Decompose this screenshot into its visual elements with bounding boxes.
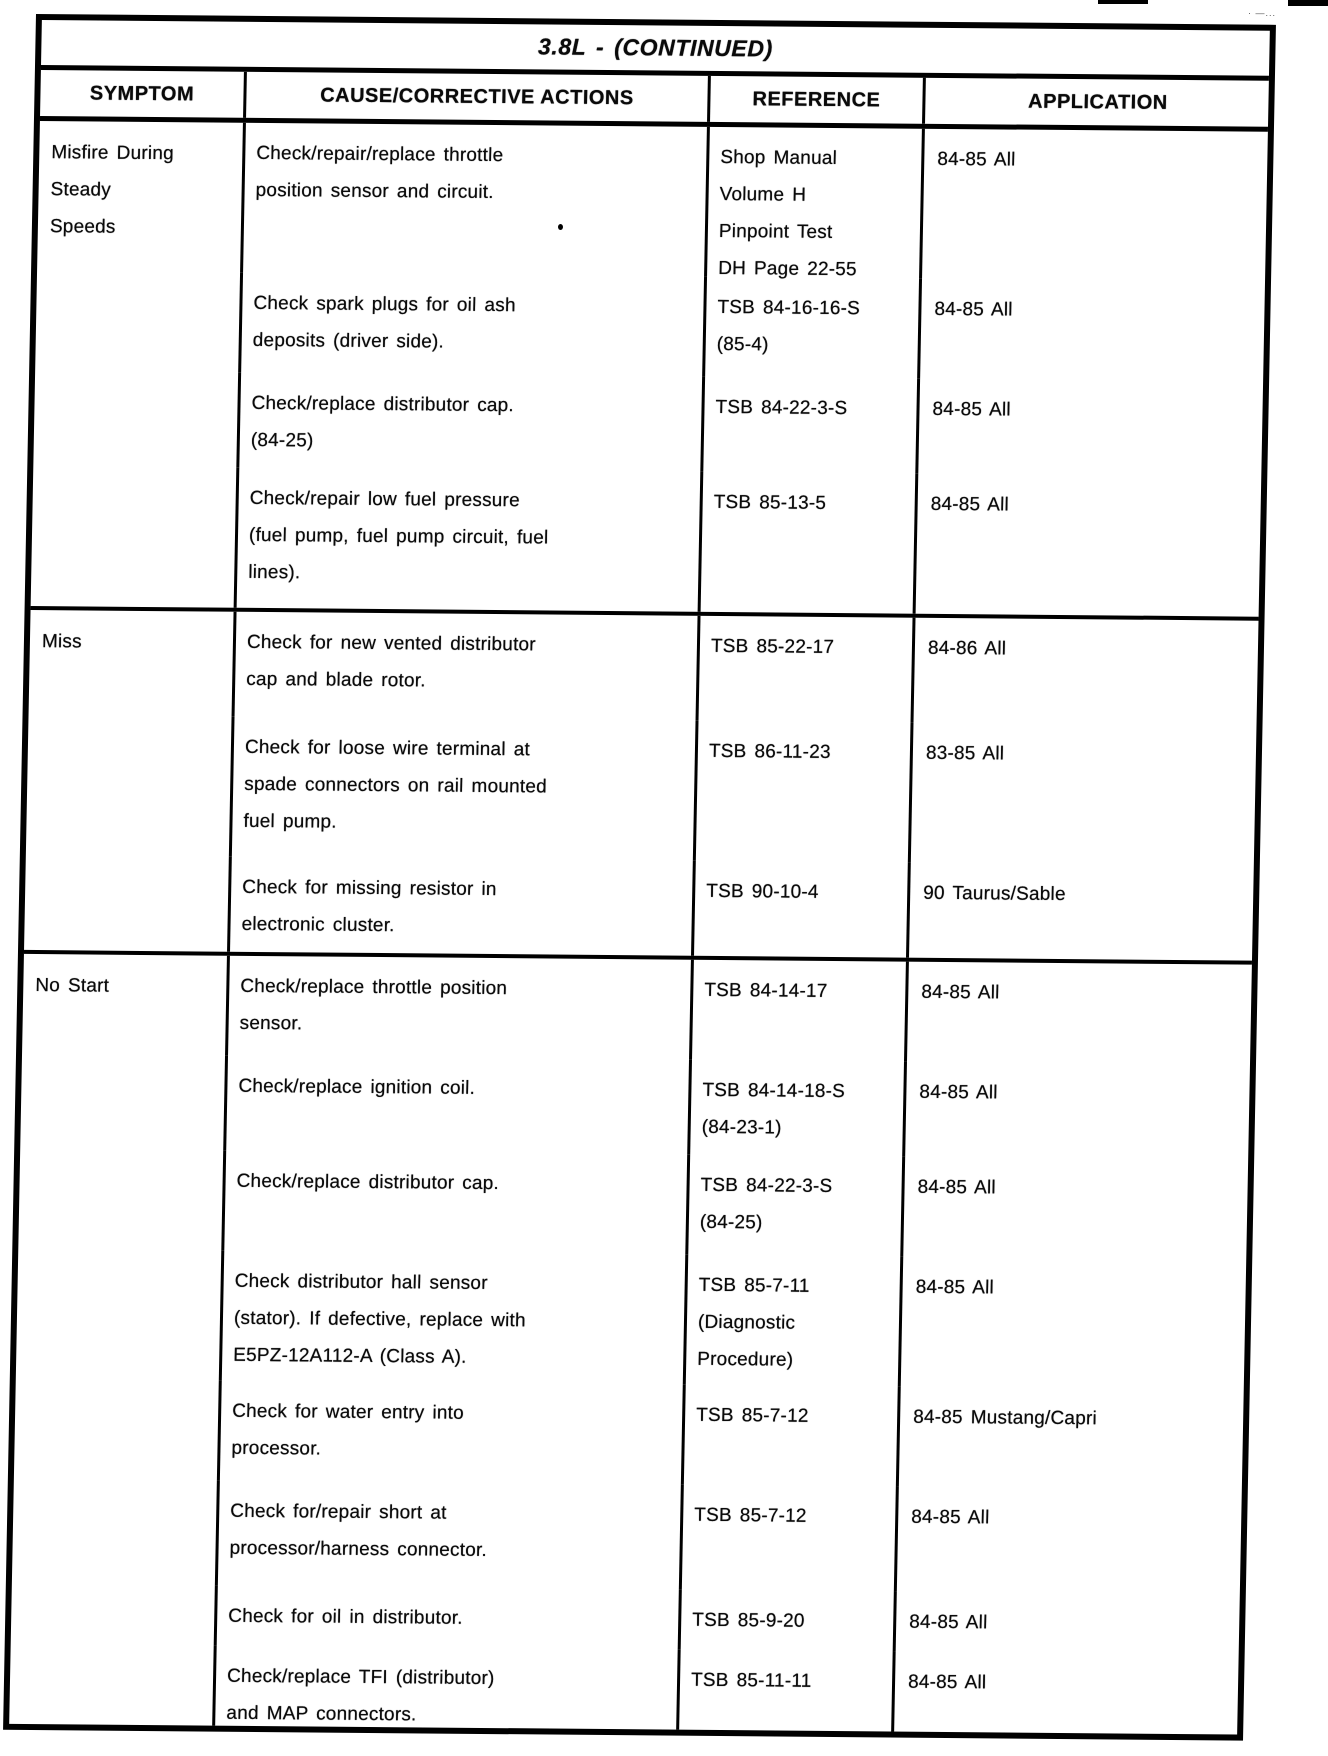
reference-cell: TSB 86-11-23: [693, 721, 911, 863]
cause-cell: Check for loose wire terminal at spade connectors on rail mounted fuel pump.: [229, 717, 696, 861]
symptom-group-miss: [24, 606, 1259, 961]
application-cell: 84-85 All: [917, 279, 1267, 382]
cause-cell: Check for/repair short at processor/harness connector.: [215, 1481, 681, 1590]
cause-cell: Check/repair/replace throttle position sensor and circuit.: [240, 123, 707, 277]
cause-cell: Check/replace throttle position sensor.: [225, 956, 691, 1060]
cause-cell: Check/replace distributor cap.: [221, 1151, 687, 1255]
cause-cell: Check for missing resistor in electronic cluster.: [227, 857, 693, 956]
application-cell: 84-85 All: [900, 1157, 1250, 1260]
cause-cell: Check/replace TFI (distributor) and MAP connectors.: [212, 1646, 678, 1730]
reference-cell: Shop Manual Volume H Pinpoint Test DH Page 22-55: [704, 127, 922, 279]
column-header-reference: REFERENCE: [707, 76, 923, 124]
symptom-cell: Misfire During Steady Speeds: [49, 142, 175, 238]
reference-cell: TSB 84-14-17: [689, 960, 906, 1062]
symptom-cell: No Start: [35, 975, 110, 997]
column-header-application: APPLICATION: [922, 78, 1271, 127]
application-cell: 83-85 All: [908, 723, 1259, 866]
application-cell: 84-85 All: [894, 1487, 1244, 1595]
cause-cell: Check spark plugs for oil ash deposits (driver side).: [238, 273, 704, 377]
cause-cell: Check/replace distributor cap. (84-25): [236, 373, 702, 472]
application-cell: 84-85 All: [902, 1062, 1252, 1160]
application-cell: 84-85 All: [919, 129, 1270, 282]
reference-cell: TSB 85-7-11 (Diagnostic Procedure): [683, 1255, 900, 1387]
cause-cell: Check/repair low fuel pressure (fuel pump, fuel pump circuit, fuel lines).: [234, 468, 701, 612]
scan-artifact-dot: [558, 224, 563, 230]
scan-artifact-line: [1098, 0, 1148, 4]
symptom-group-no-start: [9, 950, 1252, 1735]
cause-cell: Check/replace ignition coil.: [223, 1056, 689, 1155]
column-header-cause: CAUSE/CORRECTIVE ACTIONS: [243, 72, 708, 122]
application-cell: 84-85 All: [913, 474, 1264, 617]
reference-cell: TSB 90-10-4: [691, 861, 908, 958]
reference-cell: TSB 85-7-12: [681, 1385, 898, 1487]
application-cell: 84-85 All: [891, 1652, 1241, 1735]
reference-cell: TSB 85-11-11: [676, 1650, 893, 1732]
symptom-group-misfire: [31, 121, 1268, 617]
cause-cell: Check distributor hall sensor (stator). If defective, replace with E5PZ-12A112-A (Class A).: [219, 1251, 685, 1385]
reference-cell: TSB 85-13-5: [698, 472, 916, 614]
application-cell: 90 Taurus/Sable: [906, 863, 1256, 961]
application-cell: 84-85 All: [915, 379, 1265, 477]
scan-artifact-smudge: · —...: [1248, 8, 1276, 18]
reference-cell: TSB 85-22-17: [696, 616, 913, 723]
cause-cell: Check for water entry into processor.: [217, 1381, 683, 1485]
troubleshooting-table: [3, 14, 1276, 1741]
reference-cell: TSB 84-14-18-S (84-23-1): [687, 1060, 904, 1157]
symptom-cell: Miss: [41, 631, 83, 653]
application-cell: 84-85 All: [893, 1592, 1242, 1655]
reference-cell: TSB 84-22-3-S: [700, 377, 917, 474]
reference-cell: TSB 85-7-12: [679, 1485, 896, 1592]
application-cell: 84-86 All: [911, 618, 1261, 726]
scan-artifact-line: [1288, 0, 1328, 6]
cause-cell: Check for new vented distributor cap and blade rotor.: [232, 612, 698, 721]
cause-cell: Check for oil in distributor.: [214, 1586, 679, 1650]
column-header-symptom: SYMPTOM: [89, 81, 195, 105]
reference-cell: TSB 84-22-3-S (84-25): [685, 1155, 902, 1257]
application-cell: 84-85 All: [904, 962, 1254, 1065]
application-cell: 84-85 Mustang/Capri: [896, 1387, 1246, 1490]
application-cell: 84-85 All: [898, 1257, 1248, 1390]
page-title: 3.8L - (CONTINUED): [537, 33, 774, 62]
reference-cell: TSB 85-9-20: [678, 1590, 894, 1652]
reference-cell: TSB 84-16-16-S (85-4): [702, 277, 919, 379]
